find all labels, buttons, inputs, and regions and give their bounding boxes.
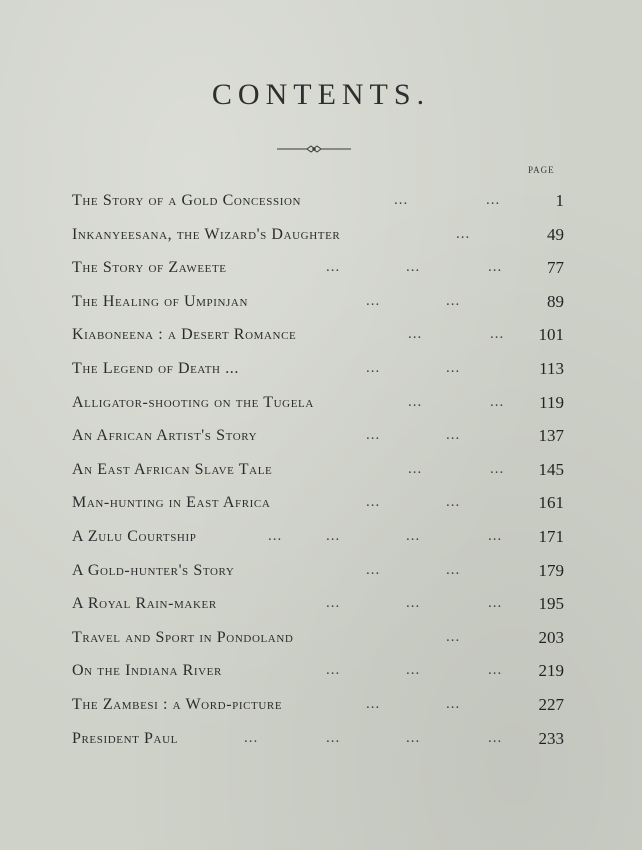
toc-entry[interactable]	[72, 688, 566, 722]
toc-entry-page: 227	[538, 694, 564, 714]
toc-entry[interactable]	[72, 184, 566, 218]
toc-entry-page: 113	[539, 358, 564, 378]
dot-leader: ...	[366, 494, 381, 511]
toc-entry-page: 137	[538, 426, 564, 446]
toc-entry[interactable]	[72, 587, 566, 621]
table-of-contents	[72, 184, 566, 755]
toc-entry-title: A Royal Rain-maker	[72, 595, 217, 613]
dot-leader: ...	[446, 359, 461, 376]
toc-entry-page: 77	[547, 258, 564, 278]
dot-leader: ...	[366, 292, 381, 309]
toc-entry[interactable]	[72, 621, 566, 655]
toc-entry[interactable]	[72, 285, 566, 319]
toc-entry[interactable]	[72, 520, 566, 554]
dot-leader: ...	[326, 259, 341, 276]
toc-entry-title: President Paul	[72, 729, 178, 747]
toc-entry-title: Man-hunting in East Africa	[72, 494, 271, 512]
dot-leader: ...	[446, 292, 461, 309]
toc-entry-page: 219	[538, 661, 564, 681]
dot-leader: ...	[406, 662, 421, 679]
toc-entry-page: 233	[538, 728, 564, 748]
toc-entry[interactable]	[72, 654, 566, 688]
dot-leader: ...	[326, 729, 341, 746]
dot-leader: ...	[366, 427, 381, 444]
dot-leader: ...	[326, 527, 341, 544]
toc-entry[interactable]	[72, 486, 566, 520]
dot-leader: ...	[408, 393, 423, 410]
ornament-divider-icon	[277, 141, 351, 157]
toc-entry-title: An East African Slave Tale	[72, 460, 273, 478]
toc-entry[interactable]	[72, 352, 566, 386]
dot-leader: ...	[406, 595, 421, 612]
dot-leader: ...	[446, 695, 461, 712]
dot-leader: ...	[408, 460, 423, 477]
toc-entry-title: The Healing of Umpinjan	[72, 292, 249, 310]
toc-entry-page: 161	[538, 493, 564, 513]
toc-entry-title: The Legend of Death ...	[72, 359, 240, 377]
toc-entry-title: On the Indiana River	[72, 662, 222, 680]
toc-entry-page: 195	[538, 594, 564, 614]
dot-leader: ...	[268, 527, 283, 544]
toc-entry-page: 49	[547, 224, 564, 244]
dot-leader: ...	[490, 393, 505, 410]
toc-entry-page: 179	[538, 560, 564, 580]
toc-entry-title: Travel and Sport in Pondoland	[72, 628, 294, 646]
dot-leader: ...	[490, 460, 505, 477]
toc-entry-title: A Zulu Courtship	[72, 527, 197, 545]
toc-entry[interactable]	[72, 722, 566, 756]
toc-entry[interactable]	[72, 554, 566, 588]
toc-entry[interactable]	[72, 218, 566, 252]
toc-entry-title: The Zambesi : a Word-picture	[72, 695, 283, 713]
toc-entry-title: The Story of Zaweete	[72, 259, 227, 277]
dot-leader: ...	[456, 225, 471, 242]
dot-leader: ...	[488, 729, 503, 746]
toc-entry-page: 145	[538, 459, 564, 479]
dot-leader: ...	[366, 695, 381, 712]
toc-entry-page: 1	[555, 191, 564, 210]
dot-leader: ...	[488, 662, 503, 679]
toc-entry[interactable]	[72, 318, 566, 352]
dot-leader: ...	[490, 326, 505, 343]
dot-leader: ...	[408, 326, 423, 343]
toc-entry-page: 119	[539, 392, 564, 412]
toc-entry-title: An African Artist's Story	[72, 427, 258, 445]
dot-leader: ...	[244, 729, 259, 746]
dot-leader: ...	[366, 359, 381, 376]
toc-entry-page: 171	[538, 526, 564, 546]
toc-entry-page: 203	[538, 627, 564, 647]
dot-leader: ...	[406, 259, 421, 276]
dot-leader: ...	[446, 561, 461, 578]
toc-entry-title: The Story of a Gold Concession	[72, 192, 302, 209]
toc-entry-title: A Gold-hunter's Story	[72, 561, 235, 579]
toc-entry[interactable]	[72, 419, 566, 453]
toc-entry-title: Kiaboneena : a Desert Romance	[72, 326, 297, 344]
dot-leader: ...	[406, 527, 421, 544]
dot-leader: ...	[326, 595, 341, 612]
dot-leader: ...	[446, 427, 461, 444]
dot-leader: ...	[406, 729, 421, 746]
toc-entry-page: 101	[538, 325, 564, 345]
toc-entry[interactable]	[72, 386, 566, 420]
toc-entry[interactable]	[72, 453, 566, 487]
page-column-label: PAGE	[528, 165, 555, 175]
toc-entry-page: 89	[547, 291, 564, 311]
toc-entry[interactable]	[72, 251, 566, 285]
page-title: CONTENTS.	[211, 78, 431, 111]
dot-leader: ...	[486, 192, 501, 208]
dot-leader: ...	[488, 527, 503, 544]
dot-leader: ...	[446, 494, 461, 511]
dot-leader: ...	[366, 561, 381, 578]
dot-leader: ...	[326, 662, 341, 679]
dot-leader: ...	[394, 192, 409, 208]
dot-leader: ...	[488, 595, 503, 612]
dot-leader: ...	[446, 628, 461, 645]
toc-entry-title: Alligator-shooting on the Tugela	[72, 393, 314, 411]
dot-leader: ...	[488, 259, 503, 276]
toc-entry-title: Inkanyeesana, the Wizard's Daughter	[72, 225, 341, 243]
